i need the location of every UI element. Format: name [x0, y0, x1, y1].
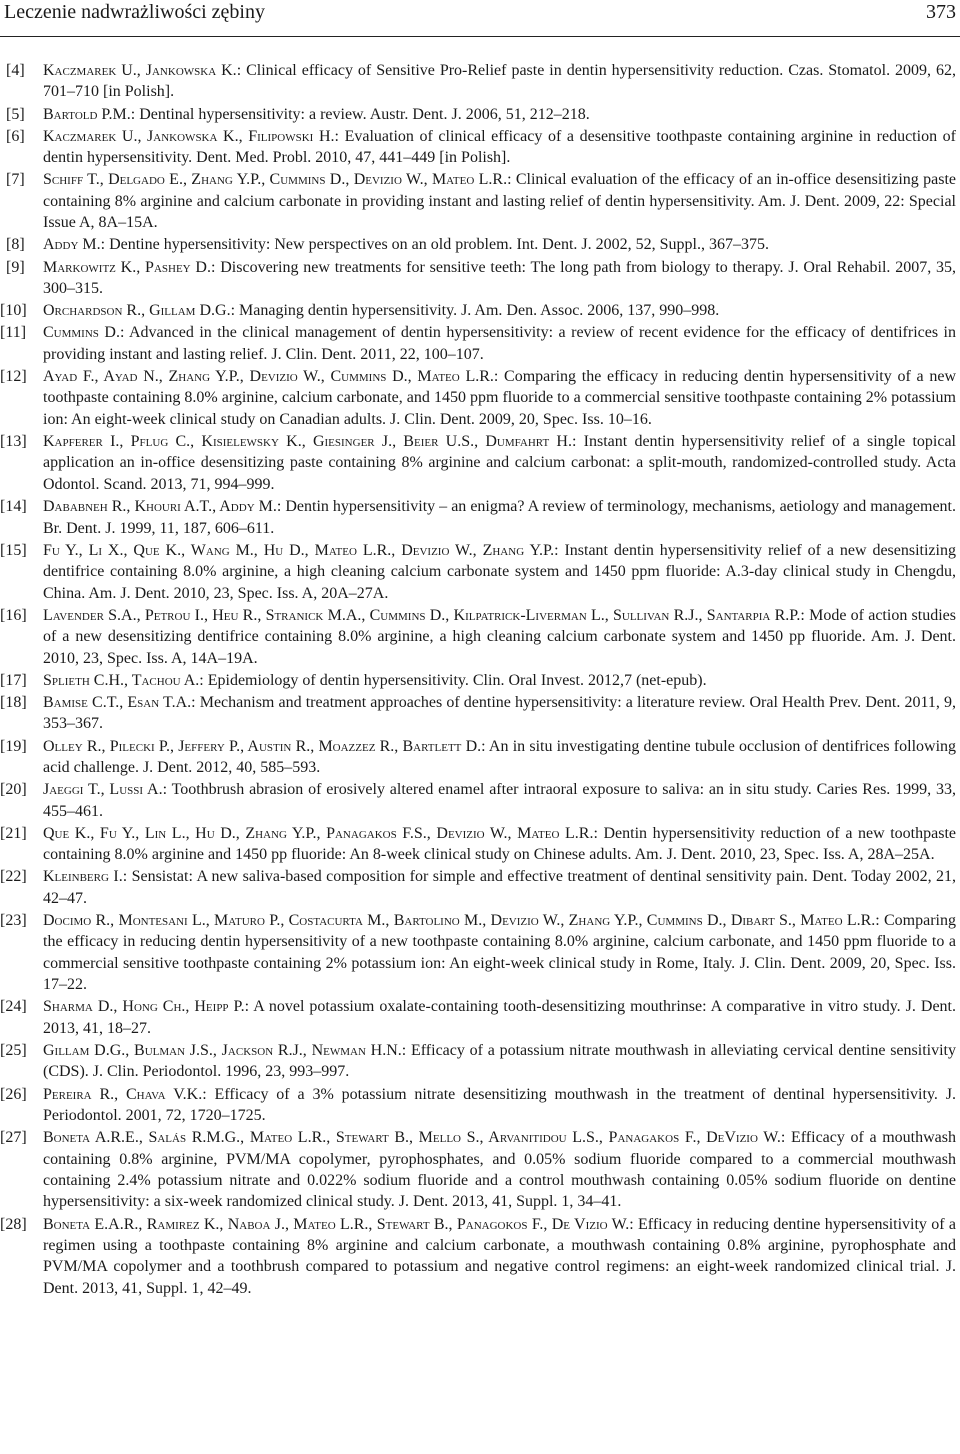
reference-number: [18]	[0, 693, 27, 711]
reference-text: : Efficacy of a potassium nitrate mouthwash in alleviating cervical dentine sensitivity (CDS). J. Clin. Periodontol. 1996, 23, 993–997.	[43, 1042, 956, 1081]
reference-authors: Addy M.	[43, 236, 101, 254]
reference-authors: Kaczmarek U., Jankowska K.	[43, 62, 237, 79]
reference-number: [5]	[6, 105, 25, 123]
reference-number: [11]	[0, 324, 27, 342]
reference-text: : A novel potassium oxalate-containing tooth-desensitizing mouthrinse: A comparative in vitro study. J. Dent. 2013, 41, 18–27.	[43, 998, 956, 1037]
reference-number: [16]	[0, 606, 27, 624]
reference-number: [27]	[0, 1129, 27, 1147]
reference-item	[0, 910, 957, 996]
reference-item	[6, 257, 956, 300]
reference-text: : Instant dentin hypersensitivity relief of a single topical application an in-office desensitizing paste containing 8% arginine and calcium carbonat: a split-mouth, randomized-controlled study. Acta Odontol. Scand. 2013, 71, 994–999.	[43, 433, 956, 493]
reference-text: : Managing dentin hypersensitivity. J. Am. Den. Assoc. 2006, 137, 990–998.	[230, 302, 720, 320]
reference-text: : Discovering new treatments for sensitive teeth: The long path from biology to therapy. J. Oral Rehabil. 2007, 35, 300–315.	[43, 258, 956, 298]
reference-authors: Orchardson R., Gillam D.G.	[43, 302, 231, 320]
reference-text: : Clinical evaluation of the efficacy of an in-office desensitizing paste containing 8% arginine and calcium carbonate in providing instant and lasting relief of dentin hypersensitivity. Am. J. Dent. 2009, 22: Special Issue A, 8A–15A.	[43, 171, 956, 232]
reference-number: [26]	[0, 1085, 27, 1103]
reference-authors: Olley R., Pilecki P., Jeffery P., Austin R., Moazzez R., Bartlett D.	[43, 737, 482, 755]
reference-number: [14]	[0, 498, 27, 516]
running-title: Leczenie nadwrażliwości zębiny	[4, 1, 265, 23]
reference-number: [22]	[0, 868, 27, 886]
reference-number: [7]	[6, 171, 25, 189]
page-number: 373	[926, 1, 956, 23]
reference-text: : Epidemiology of dentin hypersensitivity. Clin. Oral Invest. 2012,7 (net-epub).	[199, 671, 707, 689]
reference-authors: Dababneh R., Khouri A.T., Addy M.	[43, 498, 277, 516]
reference-item	[0, 1084, 956, 1127]
reference-authors: Ayad F., Ayad N., Zhang Y.P., Devizio W., Cummins D., Mateo L.R.	[43, 368, 494, 386]
reference-text: : Mechanism and treatment approaches of dentine hypersensitivity: a literature review. Oral Health Prev. Dent. 2011, 9, 353–367.	[43, 693, 956, 733]
page-header	[0, 0, 960, 37]
reference-authors: Fu Y., Li X., Que K., Wang M., Hu D., Mateo L.R., Devizio W., Zhang Y.P.	[43, 541, 555, 559]
reference-number: [17]	[0, 671, 27, 689]
reference-item	[0, 866, 957, 909]
reference-list	[0, 60, 957, 1300]
reference-authors: Schiff T., Delgado E., Zhang Y.P., Cummins D., Devizio W., Mateo L.R.	[43, 171, 508, 189]
reference-number: [9]	[6, 258, 25, 276]
reference-number: [8]	[6, 236, 25, 254]
reference-text: : Clinical efficacy of Sensitive Pro-Relief paste in dentin hypersensitivity reduction. Czas. Stomatol. 2009, 62, 701–710 [in Polish].	[43, 62, 957, 101]
reference-text: : Dentin hypersensitivity – an enigma? A review of terminology, mechanisms, aetiology and management. Br. Dent. J. 1999, 11, 187, 606–611.	[43, 498, 956, 537]
reference-authors: Bartold P.M.	[43, 105, 131, 123]
reference-authors: Docimo R., Montesani L., Maturo P., Costacurta M., Bartolino M., Devizio W., Zhang Y.P., Cummins D., Dibart S., Mateo L.R.	[43, 911, 876, 929]
reference-number: [28]	[0, 1215, 27, 1233]
reference-item	[6, 126, 956, 169]
reference-item	[6, 169, 956, 233]
reference-text: : Dentinal hypersensitivity: a review. Austr. Dent. J. 2006, 51, 212–218.	[130, 105, 590, 123]
reference-item	[0, 823, 957, 866]
reference-number: [20]	[0, 781, 27, 799]
reference-text: : Toothbrush abrasion of erosively altered enamel after intraoral exposure to saliva: an in situ study. Caries Res. 1999, 33, 455–461.	[43, 781, 957, 820]
reference-authors: Sharma D., Hong Ch., Heipp P.	[43, 998, 245, 1016]
reference-authors: Pereira R., Chava V.K.	[43, 1085, 203, 1103]
reference-number: [25]	[0, 1042, 27, 1060]
reference-text: : Efficacy in reducing dentine hypersensitivity of a regimen using a toothpaste containing 8% arginine and calcium carbonate, a mouthwash containing 0.8% arginine, pyrophosphate and PVM/MA copolymer and a toothbrush compared to potassium and negative control regimens: an eight-week randomized clinical trial. J. Dent. 2013, 41, Suppl. 1, 42–49.	[43, 1215, 956, 1297]
reference-number: [15]	[0, 541, 27, 559]
reference-text: : An in situ investigating dentine tubule occlusion of dentifrices following acid challenge. J. Dent. 2012, 40, 585–593.	[43, 737, 957, 776]
reference-item	[0, 996, 956, 1039]
reference-text: : Sensistat: A new saliva-based composition for simple and effective treatment of dentinal sensitivity pain. Dent. Today 2002, 21, 42–47.	[43, 868, 957, 907]
reference-authors: Gillam D.G., Bulman J.S., Jackson R.J., Newman H.N.	[43, 1042, 402, 1060]
reference-authors: Kapferer I., Pflug C., Kisielewsky K., Giesinger J., Beier U.S., Dumfahrt H.	[43, 433, 572, 451]
reference-item	[6, 234, 956, 255]
reference-authors: Jaeggi T., Lussi A.	[43, 781, 163, 799]
reference-number: [6]	[6, 127, 25, 145]
reference-item	[0, 431, 956, 495]
reference-item	[0, 670, 956, 691]
reference-item	[0, 540, 956, 604]
reference-number: [21]	[0, 824, 27, 842]
reference-text: : Dentin hypersensitivity reduction of a new toothpaste containing 8.0% arginine and 1450 pp fluoride: An 8-week clinical study on Chinese adults. Am. J. Dent. 2010, 23, Spec. Iss. A, 28A–25A.	[43, 824, 957, 864]
reference-text: : Evaluation of clinical efficacy of a desensitive toothpaste containing arginine in reduction of dentin hypersensitivity. Dent. Med. Probl. 2010, 47, 441–449 [in Polish].	[43, 127, 957, 167]
reference-authors: Kaczmarek U., Jankowska K., Filipowski H.	[43, 127, 335, 145]
reference-item	[0, 692, 956, 735]
reference-text: : Instant dentin hypersensitivity relief of a new desensitizing dentifrice containing 8.0% arginine, a high cleaning calcium carbonate system and 1450 ppm fluoride: A.3-day clinical study in Chengdu, China. Am. J. Dent. 2010, 23, Spec. Iss. A, 20A–27A.	[43, 541, 956, 602]
reference-authors: Boneta E.A.R., Ramirez K., Naboa J., Mateo L.R., Stewart B., Panagokos F., De Vizio W.	[43, 1215, 630, 1233]
reference-authors: Lavender S.A., Petrou I., Heu R., Stranick M.A., Cummins D., Kilpatrick-Liverman L., Sullivan R.J., Santarpia R.P.	[43, 606, 801, 624]
reference-number: [24]	[0, 998, 27, 1016]
reference-item	[0, 300, 956, 321]
reference-authors: Boneta A.R.E., Salás R.M.G., Mateo L.R., Stewart B., Mello S., Arvanitidou L.S., Panagakos F., DeVizio W.	[43, 1129, 781, 1147]
reference-item	[0, 605, 957, 669]
reference-number: [23]	[0, 911, 27, 929]
reference-item	[0, 366, 956, 430]
reference-text: : Advanced in the clinical management of dentin hypersensitivity: a review of recent evidence for the efficacy of dentifrices in providing instant and lasting relief. J. Clin. Dent. 2011, 22, 100–107.	[43, 324, 956, 363]
reference-item	[0, 1127, 956, 1213]
reference-text: : Comparing the efficacy in reducing dentin hypersensitivity of a new toothpaste containing 8.0% arginine, calcium carbonate, and 1450 ppm fluoride to a commercial sensitive toothpaste containing 2% potassium ion: An eight-week clinical study on Canadian adults. J. Clin. Dent. 2009, 20, Spec. Iss. 10–16.	[43, 368, 956, 428]
reference-authors: Markowitz K., Pashey D.	[43, 258, 211, 276]
reference-authors: Que K., Fu Y., Lin L., Hu D., Zhang Y.P., Panagakos F.S., Devizio W., Mateo L.R.	[43, 824, 594, 842]
reference-number: [19]	[0, 737, 27, 755]
reference-authors: Splieth C.H., Tachou A.	[43, 671, 200, 689]
reference-text: : Mode of action studies of a new desensitizing dentifrice containing 8.0% arginine, a high cleaning calcium carbonate system and 1450 pp fluoride. Am. J. Dent. 2010, 23, Spec. Iss. A, 14A–19A.	[43, 606, 957, 667]
reference-item	[6, 104, 956, 125]
reference-text: : Dentine hypersensitivity: New perspectives on an old problem. Int. Dent. J. 2002, 52, Suppl., 367–375.	[100, 236, 769, 254]
reference-text: : Efficacy of a 3% potassium nitrate desensitizing mouthwash in the treatment of dentinal hypersensitivity. J. Periodontol. 2001, 72, 1720–1725.	[43, 1085, 956, 1125]
reference-text: : Efficacy of a mouthwash containing 0.8% arginine, PVM/MA copolymer, pyrophosphates, and 0.05% sodium fluoride compared to a commercial mouthwash containing 2.4% potassium nitrate and 0.022% sodium fluoride and a control mouthwash containing 0.05% sodium fluoride on dentine hypersensitivity: a six-week randomized clinical study. J. Dent. 2013, 41, Suppl. 1, 34–41.	[43, 1129, 956, 1211]
reference-item	[0, 1040, 956, 1083]
reference-item	[0, 736, 957, 779]
reference-item	[0, 1214, 956, 1300]
reference-item	[6, 60, 956, 103]
reference-item	[0, 322, 956, 365]
reference-number: [12]	[0, 368, 27, 386]
reference-number: [13]	[0, 433, 27, 451]
reference-text: : Comparing the efficacy in reducing dentin hypersensitivity of a new toothpaste containing 8.0% arginine, calcium carbonate, and 1450 ppm fluoride to a commercial sensitive toothpaste containing 2% potassium ion: An eight-week clinical study in Rome, Italy. J. Clin. Dent. 2009, 20, Spec. Iss. 17–22.	[43, 911, 957, 994]
reference-item	[0, 779, 957, 822]
reference-authors: Kleinberg I.	[43, 868, 123, 886]
reference-authors: Bamise C.T., Esan T.A.	[43, 693, 192, 711]
reference-number: [10]	[0, 302, 27, 320]
reference-number: [4]	[6, 62, 25, 79]
reference-authors: Cummins D.	[43, 324, 120, 342]
reference-item	[0, 496, 956, 539]
